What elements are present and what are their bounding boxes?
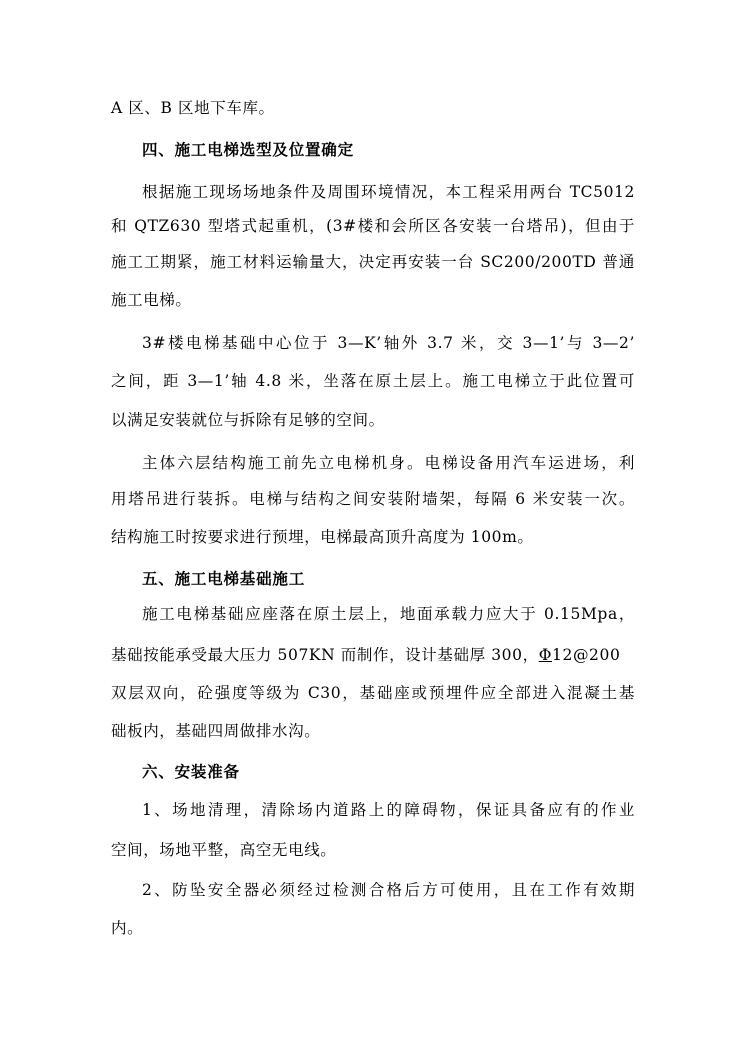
section-heading-4: 四、施工电梯选型及位置确定 xyxy=(142,140,354,159)
section-heading-5: 五、施工电梯基础施工 xyxy=(142,569,306,588)
paragraph-line: 之间，距 3—1’轴 4.8 米，坐落在原土层上。施工电梯立于此位置可 xyxy=(111,372,635,390)
paragraph-line: 主体六层结构施工前先立电梯机身。电梯设备用汽车运进场，利 xyxy=(142,454,635,472)
paragraph-line: 1、场地清理，清除场内道路上的障碍物，保证具备应有的作业 xyxy=(142,801,635,819)
paragraph-line: 内。 xyxy=(111,919,144,937)
paragraph-line: 用塔吊进行装拆。电梯与结构之间安装附墙架，每隔 6 米安装一次。 xyxy=(111,490,635,508)
paragraph-line: 双层双向，砼强度等级为 C30，基础座或预埋件应全部进入混凝土基 xyxy=(111,684,635,702)
paragraph-line: 结构施工时按要求进行预埋，电梯最高顶升高度为 100m。 xyxy=(111,528,534,546)
paragraph-line: 空间，场地平整，高空无电线。 xyxy=(111,841,337,859)
rebar-diameter-symbol: Φ xyxy=(538,646,553,664)
paragraph-line: 以满足安装就位与拆除有足够的空间。 xyxy=(111,411,385,429)
paragraph-line: 2、防坠安全器必须经过检测合格后方可使用，且在工作有效期 xyxy=(142,881,635,899)
paragraph-line: 施工电梯基础应座落在原土层上，地面承载力应大于 0.15Mpa， xyxy=(142,605,635,623)
paragraph-line xyxy=(111,645,635,665)
text-span: 基础按能承受最大压力 507KN 而制作，设计基础厚 300， xyxy=(111,646,539,664)
paragraph-line: 施工电梯。 xyxy=(111,291,192,309)
paragraph-line: 和 QTZ630 型塔式起重机，(3#楼和会所区各安装一台塔吊)，但由于 xyxy=(111,217,635,235)
text-span: 12@200 xyxy=(552,646,621,664)
paragraph-line: 根据施工现场场地条件及周围环境情况，本工程采用两台 TC5012 xyxy=(142,183,635,201)
text-line: A 区、B 区地下车库。 xyxy=(111,99,275,117)
paragraph-line: 3#楼电梯基础中心位于 3—K’轴外 3.7 米，交 3—1’与 3—2’ xyxy=(142,334,635,352)
section-heading-6: 六、安装准备 xyxy=(142,762,240,781)
paragraph-line: 施工工期紧，施工材料运输量大，决定再安装一台 SC200/200TD 普通 xyxy=(111,253,635,271)
paragraph-line: 础板内，基础四周做排水沟。 xyxy=(111,722,321,740)
